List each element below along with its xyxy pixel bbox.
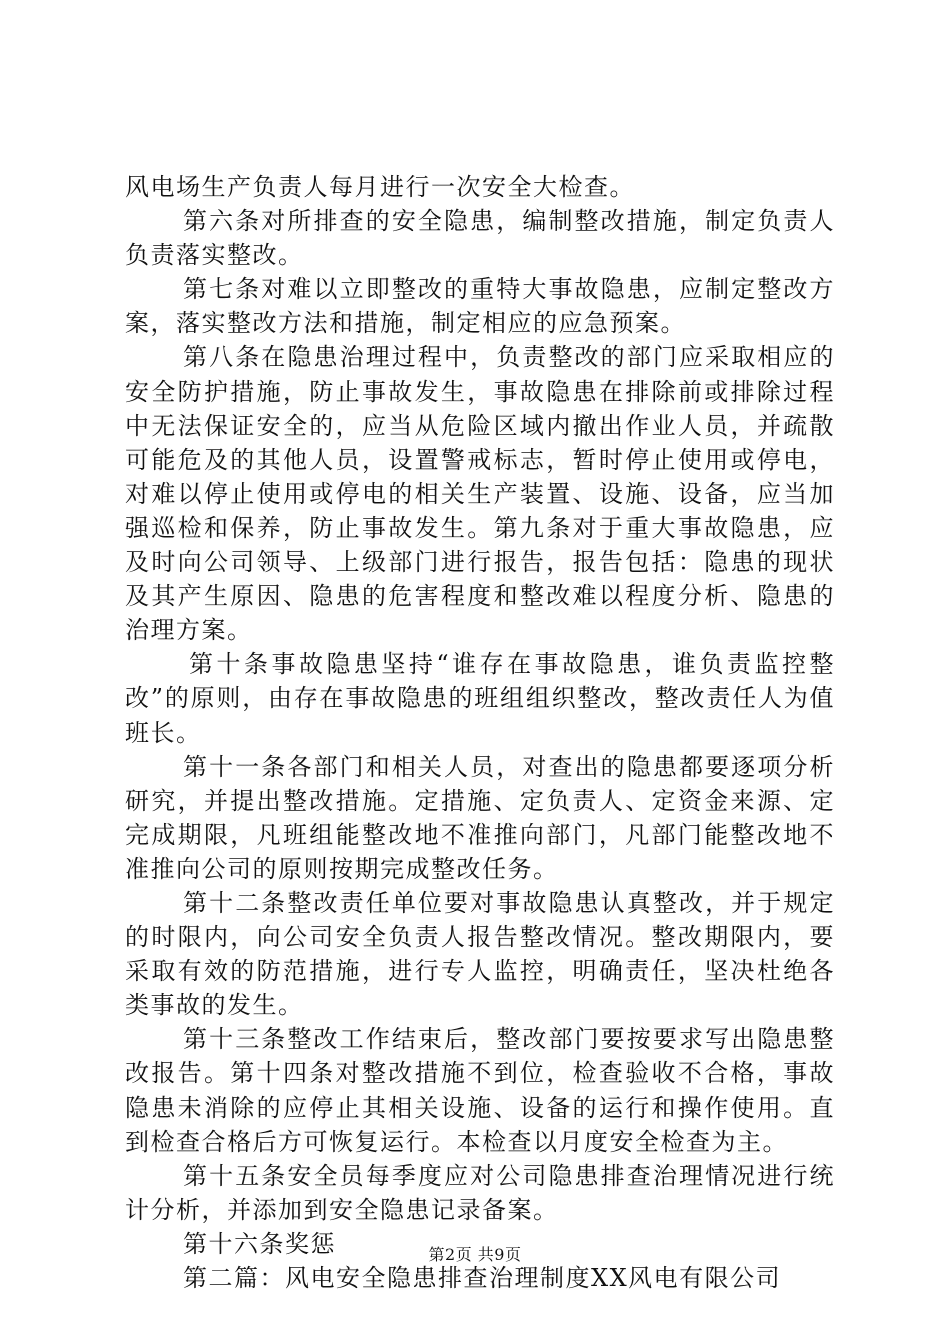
paragraph-article-7: 第七条对难以立即整改的重特大事故隐患，应制定整改方案，落实整改方法和措施，制定相应的应急预案。 xyxy=(125,275,835,338)
paragraph-article-10: 第十条事故隐患坚持“谁存在事故隐患，谁负责监控整改”的原则，由存在事故隐患的班组组织整改，整改责任人为值班长。 xyxy=(125,650,835,747)
paragraph-part-2-heading: 第二篇：风电安全隐患排查治理制度XX风电有限公司 xyxy=(183,1264,782,1292)
paragraph-article-15: 第十五条安全员每季度应对公司隐患排查治理情况进行统计分析，并添加到安全隐患记录备案。 xyxy=(125,1161,835,1224)
document-body xyxy=(125,170,835,1295)
page-number-footer: 第2页 共9页 xyxy=(428,1245,522,1264)
paragraph-article-8-9: 第八条在隐患治理过程中，负责整改的部门应采取相应的安全防护措施，防止事故发生，事故隐患在排除前或排除过程中无法保证安全的，应当从危险区域内撤出作业人员，并疏散可能危及的其他人员，设置警戒标志，暂时停止使用或停电，对难以停止使用或停电的相关生产装置、设施、设备，应当加强巡检和保养，防止事故发生。第九条对于重大事故隐患，应及时向公司领导、上级部门进行报告，报告包括：隐患的现状及其产生原因、隐患的危害程度和整改难以程度分析、隐患的治理方案。 xyxy=(125,343,835,645)
paragraph-article-16: 第十六条奖惩 xyxy=(183,1229,336,1258)
paragraph-article-11: 第十一条各部门和相关人员，对查出的隐患都要逐项分析研究，并提出整改措施。定措施、定负责人、定资金来源、定完成期限，凡班组能整改地不准推向部门，凡部门能整改地不准推向公司的原则按期完成整改任务。 xyxy=(125,752,835,883)
paragraph-continuation: 风电场生产负责人每月进行一次安全大检查。 xyxy=(125,173,635,201)
paragraph-article-13-14: 第十三条整改工作结束后，整改部门要按要求写出隐患整改报告。第十四条对整改措施不到位，检查验收不合格，事故隐患未消除的应停止其相关设施、设备的运行和操作使用。直到检查合格后方可恢复运行。本检查以月度安全检查为主。 xyxy=(125,1025,835,1156)
paragraph-article-6: 第六条对所排查的安全隐患，编制整改措施，制定负责人负责落实整改。 xyxy=(125,207,835,270)
paragraph-article-12: 第十二条整改责任单位要对事故隐患认真整改，并于规定的时限内，向公司安全负责人报告整改情况。整改期限内，要采取有效的防范措施，进行专人监控，明确责任，坚决杜绝各类事故的发生。 xyxy=(125,888,835,1020)
